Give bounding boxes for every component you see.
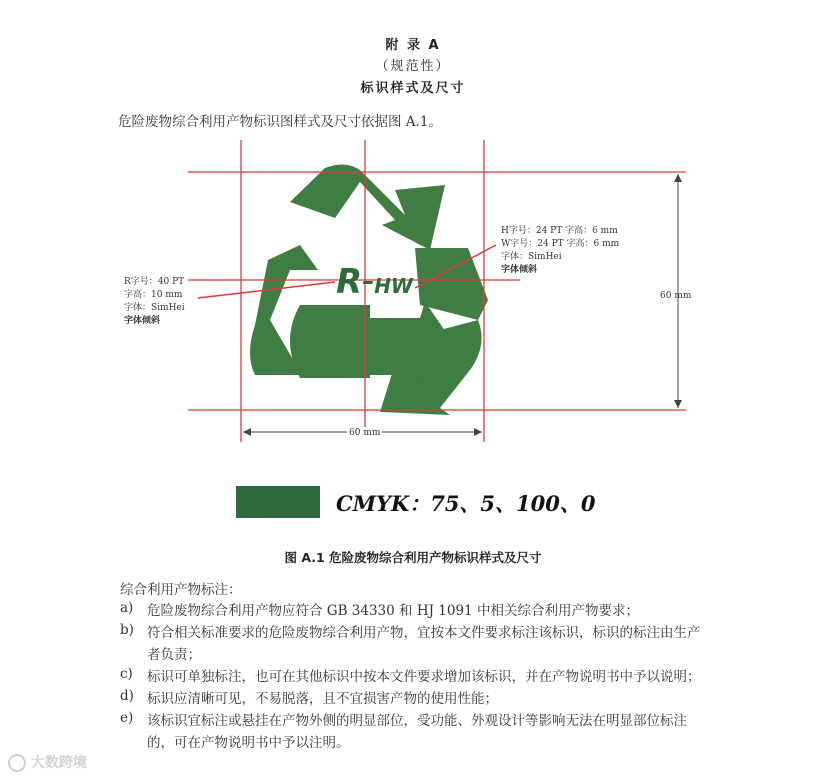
r-spec: [124, 276, 185, 328]
note-line: 的，可在产物说明书中予以注明。: [147, 735, 350, 751]
watermark-text: 大数跨境: [30, 755, 87, 771]
arrow-up-icon: [674, 174, 682, 182]
h-spec: H字号：24 PT 字高：6 mm: [501, 226, 618, 236]
watermark-logo-icon: [8, 754, 26, 772]
notes-title: 综合利用产物标注：: [120, 582, 242, 598]
r-spec-font: 字体：SimHei: [124, 303, 185, 313]
hw-spec: [501, 225, 619, 277]
normative-label: （规范性）: [375, 59, 451, 74]
r-spec-height: 字高：10 mm: [124, 290, 183, 300]
note-line: 者负责；: [147, 647, 201, 663]
appendix-label: 附 录 A: [385, 38, 441, 53]
appendix-title: 标识样式及尺寸: [360, 81, 466, 96]
note-mark: c): [120, 666, 133, 682]
w-spec: W字号：24 PT 字高：6 mm: [501, 239, 620, 249]
logo-hw: HW: [374, 274, 413, 298]
arrow-left-icon: [243, 428, 251, 436]
intro-text: 危险废物综合利用产物标识图样式及尺寸依据图 A.1。: [118, 114, 442, 130]
hw-spec-font: 字体：SimHei: [501, 252, 562, 262]
note-line: 该标识宜标注或悬挂在产物外侧的明显部位，受功能、外观设计等影响无法在明显部位标注: [147, 713, 687, 729]
logo-dash: –: [362, 267, 375, 295]
note-mark: a): [120, 600, 134, 616]
dim-height-label: 60 mm: [660, 291, 692, 301]
r-spec-italic: 字体倾斜: [124, 316, 161, 326]
note-line: 危险废物综合利用产物应符合 GB 34330 和 HJ 1091 中相关综合利用产物要求；: [147, 603, 639, 619]
watermark: [8, 752, 87, 772]
arrow-down-icon: [674, 400, 682, 408]
bottom-left-block: [290, 305, 370, 378]
logo-r: R: [336, 262, 363, 302]
figure-caption: 图 A.1 危险废物综合利用产物标识样式及尺寸: [284, 550, 542, 565]
logo-text: [336, 262, 413, 302]
r-spec-size: R字号：40 PT: [124, 277, 185, 287]
color-swatch: [236, 486, 320, 518]
hw-spec-italic: 字体倾斜: [501, 265, 538, 275]
note-mark: b): [120, 622, 134, 638]
arrow-right-icon: [474, 428, 482, 436]
note-mark: d): [120, 688, 134, 704]
dim-width-label: 60 mm: [349, 428, 381, 438]
note-line: 标识可单独标注，也可在其他标识中按本文件要求增加该标识，并在产物说明书中予以说明；: [147, 669, 701, 685]
note-line: 符合相关标准要求的危险废物综合利用产物，宜按本文件要求标注该标识，标识的标注由生产: [147, 625, 701, 641]
cmyk-label: CMYK：75、5、100、0: [336, 491, 596, 516]
top-arrow: [290, 164, 445, 250]
note-mark: e): [120, 710, 134, 726]
note-line: 标识应清晰可见，不易脱落，且不宜损害产物的使用性能；: [147, 691, 498, 707]
